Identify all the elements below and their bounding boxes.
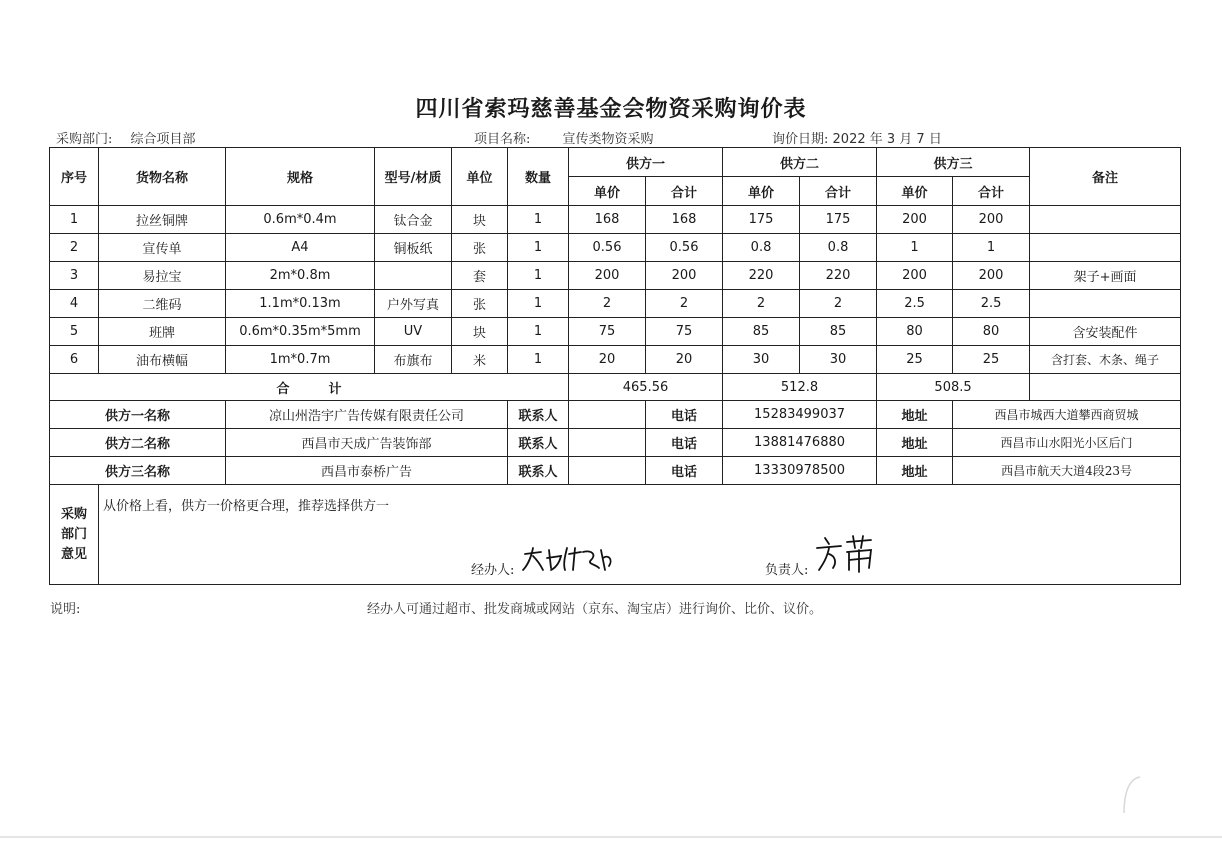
opinion-text: 从价格上看，供方一价格更合理，推荐选择供方一 — [103, 499, 390, 514]
totals-remark — [1030, 374, 1181, 401]
cell-qty: 1 — [508, 206, 569, 234]
leader-signature-block — [765, 534, 877, 578]
cell-s3-price: 2.5 — [877, 290, 953, 318]
cell-qty: 1 — [508, 234, 569, 262]
header-qty: 数量 — [508, 148, 569, 206]
cell-s1-total: 20 — [646, 346, 723, 374]
cell-s2-total: 85 — [800, 318, 877, 346]
opinion-label: 采购部门意见 — [60, 506, 87, 562]
cell-remark — [1030, 206, 1181, 234]
cell-s1-total: 2 — [646, 290, 723, 318]
table-row — [50, 290, 1181, 318]
project-field — [474, 128, 654, 147]
header-unit: 单位 — [452, 148, 508, 206]
leader-label: 负责人: — [765, 563, 809, 578]
address-label: 地址 — [877, 429, 953, 457]
cell-name: 二维码 — [99, 290, 226, 318]
cell-unit: 张 — [452, 290, 508, 318]
supplier-row — [50, 401, 1181, 429]
cell-name: 班牌 — [99, 318, 226, 346]
cell-seq: 5 — [50, 318, 99, 346]
totals-supplier3: 508.5 — [877, 374, 1030, 401]
cell-s3-price: 25 — [877, 346, 953, 374]
cell-unit: 块 — [452, 318, 508, 346]
cell-remark: 含安装配件 — [1030, 318, 1181, 346]
cell-s1-price: 168 — [569, 206, 646, 234]
cell-model: 户外写真 — [375, 290, 452, 318]
cell-spec: A4 — [226, 234, 375, 262]
opinion-label-cell — [50, 485, 99, 585]
cell-spec: 0.6m*0.4m — [226, 206, 375, 234]
header-spec: 规格 — [226, 148, 375, 206]
table-row — [50, 206, 1181, 234]
address-label: 地址 — [877, 401, 953, 429]
cell-s2-price: 2 — [723, 290, 800, 318]
cell-remark: 含打套、木条、绳子 — [1030, 346, 1181, 374]
cell-s3-total: 80 — [953, 318, 1030, 346]
cell-s2-price: 30 — [723, 346, 800, 374]
cell-s1-total: 0.56 — [646, 234, 723, 262]
header-seq: 序号 — [50, 148, 99, 206]
cell-s2-price: 175 — [723, 206, 800, 234]
contact-value — [569, 457, 646, 485]
opinion-cell — [99, 485, 1181, 585]
opinion-row — [50, 485, 1181, 585]
cell-model: UV — [375, 318, 452, 346]
cell-s3-total: 200 — [953, 262, 1030, 290]
totals-supplier2: 512.8 — [723, 374, 877, 401]
date-value: 2022 年 3 月 7 日 — [832, 132, 942, 147]
header-remark: 备注 — [1030, 148, 1181, 206]
date-label: 询价日期: — [772, 132, 829, 147]
totals-supplier1: 465.56 — [569, 374, 723, 401]
phone-value: 15283499037 — [723, 401, 877, 429]
address-value: 西昌市航天大道4段23号 — [953, 457, 1181, 485]
cell-s2-price: 220 — [723, 262, 800, 290]
cell-seq: 3 — [50, 262, 99, 290]
header-name: 货物名称 — [99, 148, 226, 206]
cell-qty: 1 — [508, 346, 569, 374]
header-s1-total: 合计 — [646, 177, 723, 206]
supplier-row — [50, 457, 1181, 485]
table-row — [50, 346, 1181, 374]
totals-label: 合 计 — [50, 374, 569, 401]
note-label: 说明: — [50, 602, 81, 617]
supplier-name: 西昌市泰桥广告 — [226, 457, 508, 485]
contact-label: 联系人 — [508, 401, 569, 429]
cell-s3-total: 25 — [953, 346, 1030, 374]
table-row — [50, 234, 1181, 262]
header-s1-unit-price: 单价 — [569, 177, 646, 206]
cell-model — [375, 262, 452, 290]
project-label: 项目名称: — [474, 132, 531, 147]
cell-s1-total: 200 — [646, 262, 723, 290]
cell-s3-price: 80 — [877, 318, 953, 346]
header-s2-unit-price: 单价 — [723, 177, 800, 206]
note-text: 经办人可通过超市、批发商城或网站（京东、淘宝店）进行询价、比价、议价。 — [367, 602, 823, 617]
phone-label: 电话 — [646, 457, 723, 485]
handler-signature — [521, 540, 617, 578]
leader-signature — [815, 534, 877, 578]
table-row — [50, 318, 1181, 346]
cell-s3-total: 1 — [953, 234, 1030, 262]
cell-model: 布旗布 — [375, 346, 452, 374]
cell-s1-price: 75 — [569, 318, 646, 346]
cell-s2-total: 175 — [800, 206, 877, 234]
quotation-table — [49, 147, 1181, 585]
cell-s1-price: 0.56 — [569, 234, 646, 262]
cell-name: 宣传单 — [99, 234, 226, 262]
cell-s2-total: 0.8 — [800, 234, 877, 262]
cell-s3-price: 200 — [877, 262, 953, 290]
phone-value: 13330978500 — [723, 457, 877, 485]
date-field — [772, 128, 942, 147]
supplier-row — [50, 429, 1181, 457]
cell-qty: 1 — [508, 318, 569, 346]
cell-unit: 套 — [452, 262, 508, 290]
cell-s1-total: 168 — [646, 206, 723, 234]
cell-unit: 块 — [452, 206, 508, 234]
dept-field — [56, 128, 196, 147]
address-value: 西昌市山水阳光小区后门 — [953, 429, 1181, 457]
cell-s2-price: 0.8 — [723, 234, 800, 262]
supplier-name: 凉山州浩宇广告传媒有限责任公司 — [226, 401, 508, 429]
cell-remark — [1030, 234, 1181, 262]
form-title: 四川省索玛慈善基金会物资采购询价表 — [415, 97, 807, 122]
project-value: 宣传类物资采购 — [562, 132, 654, 147]
cell-name: 拉丝铜牌 — [99, 206, 226, 234]
header-s2-total: 合计 — [800, 177, 877, 206]
contact-value — [569, 401, 646, 429]
header-supplier2: 供方二 — [723, 148, 877, 177]
header-row-1 — [50, 148, 1181, 177]
address-value: 西昌市城西大道攀西商贸城 — [953, 401, 1181, 429]
cell-remark: 架子+画面 — [1030, 262, 1181, 290]
header-supplier1: 供方一 — [569, 148, 723, 177]
cell-s2-price: 85 — [723, 318, 800, 346]
cell-name: 易拉宝 — [99, 262, 226, 290]
cell-s2-total: 220 — [800, 262, 877, 290]
cell-s2-total: 2 — [800, 290, 877, 318]
cell-s3-price: 1 — [877, 234, 953, 262]
cell-seq: 2 — [50, 234, 99, 262]
header-s3-total: 合计 — [953, 177, 1030, 206]
cell-qty: 1 — [508, 290, 569, 318]
phone-label: 电话 — [646, 401, 723, 429]
contact-label: 联系人 — [508, 429, 569, 457]
scan-edge-line — [0, 836, 1222, 838]
cell-s1-total: 75 — [646, 318, 723, 346]
cell-seq: 4 — [50, 290, 99, 318]
cell-spec: 2m*0.8m — [226, 262, 375, 290]
supplier-label: 供方一名称 — [50, 401, 226, 429]
handler-label: 经办人: — [471, 563, 515, 578]
cell-s3-total: 200 — [953, 206, 1030, 234]
cell-spec: 1m*0.7m — [226, 346, 375, 374]
contact-value — [569, 429, 646, 457]
header-s3-unit-price: 单价 — [877, 177, 953, 206]
handler-signature-icon — [521, 540, 617, 574]
cell-seq: 1 — [50, 206, 99, 234]
supplier-label: 供方三名称 — [50, 457, 226, 485]
cell-remark — [1030, 290, 1181, 318]
cell-spec: 1.1m*0.13m — [226, 290, 375, 318]
phone-label: 电话 — [646, 429, 723, 457]
scan-mark-icon — [1118, 775, 1148, 815]
header-model: 型号/材质 — [375, 148, 452, 206]
header-supplier3: 供方三 — [877, 148, 1030, 177]
dept-value: 综合项目部 — [130, 132, 196, 147]
supplier-name: 西昌市天成广告装饰部 — [226, 429, 508, 457]
address-label: 地址 — [877, 457, 953, 485]
cell-unit: 米 — [452, 346, 508, 374]
cell-s3-total: 2.5 — [953, 290, 1030, 318]
dept-label: 采购部门: — [56, 132, 113, 147]
leader-signature-icon — [815, 534, 877, 574]
table-row — [50, 262, 1181, 290]
cell-name: 油布横幅 — [99, 346, 226, 374]
cell-seq: 6 — [50, 346, 99, 374]
totals-row — [50, 374, 1181, 401]
cell-s1-price: 20 — [569, 346, 646, 374]
cell-s3-price: 200 — [877, 206, 953, 234]
cell-model: 铜板纸 — [375, 234, 452, 262]
supplier-label: 供方二名称 — [50, 429, 226, 457]
handler-signature-block — [471, 540, 617, 578]
contact-label: 联系人 — [508, 457, 569, 485]
cell-qty: 1 — [508, 262, 569, 290]
cell-s1-price: 200 — [569, 262, 646, 290]
cell-s2-total: 30 — [800, 346, 877, 374]
cell-unit: 张 — [452, 234, 508, 262]
cell-model: 钛合金 — [375, 206, 452, 234]
cell-spec: 0.6m*0.35m*5mm — [226, 318, 375, 346]
phone-value: 13881476880 — [723, 429, 877, 457]
cell-s1-price: 2 — [569, 290, 646, 318]
